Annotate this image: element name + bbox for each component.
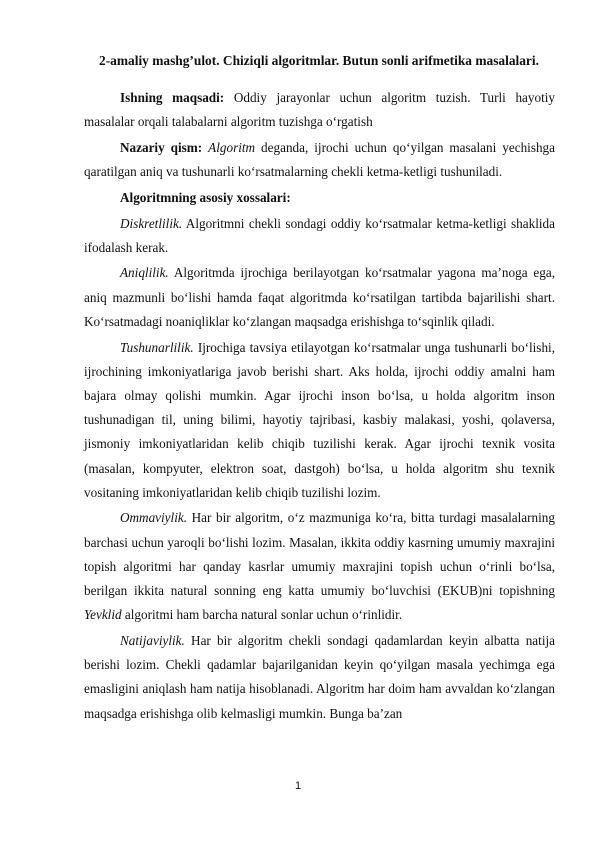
understandability-text: Ijrochiga tavsiya etilayotgan ko‘rsatmalar unga tushunarli bo‘lishi, ijrochining imkoniyatlariga javob berishi shart. Aks holda, ijrochi oddiy amalni ham bajara olmay qolishi mumkin. Agar ijrochi inson bo‘lsa, u holda algoritm inson tushunadigan til, uning bilimi, hayotiy tajribasi, kasbiy malakasi, yoshi, qolaversa, jismoniy imkoniyatlaridan kelib chiqib tuzilishi kerak. Agar ijrochi texnik vosita (masalan, kompyuter, elektron soat, dastgoh) bo‘lsa, u holda algoritm shu texnik vositaning imkoniyatlaridan kelib chiqib tuzilishi lozim. xyxy=(84,339,555,500)
understandability-term: Tushunarlilik. xyxy=(120,339,194,355)
massiveness-text-a: Har bir algoritm, o‘z mazmuniga ko‘ra, bitta turdagi masalalarning barchasi uchun yaroqli bo‘lishi lozim. Masalan, ikkita oddiy kasrning umumiy maxrajini topish algoritmi har qanday kasrlar umumiy maxrajini topish uchun o‘rinli bo‘lsa, berilgan ikkita natural sonning eng katta umumiy bo‘luvchisi (EKUB)ni topishning xyxy=(84,510,555,599)
discreteness-text: Algoritmni chekli sondagi oddiy ko‘rsatmalar ketma-ketligi shaklida ifodalash kerak. xyxy=(84,215,555,255)
document-body xyxy=(84,86,555,727)
paragraph-massiveness xyxy=(84,506,555,627)
objective-text: Oddiy jarayonlar uchun algoritm tuzish. Turli hayotiy masalalar orqali talabalarni algoritm tuzishga o‘rgatish xyxy=(84,90,555,130)
paragraph-objective xyxy=(84,86,555,134)
paragraph-theory xyxy=(84,136,555,184)
discreteness-term: Diskretlilik. xyxy=(120,215,183,231)
theory-label: Nazariy qism: xyxy=(120,139,203,155)
theory-term: Algoritm xyxy=(208,139,256,155)
paragraph-discreteness xyxy=(84,212,555,260)
paragraph-understandability xyxy=(84,336,555,505)
page-title: 2-amaliy mashg’ulot. Chiziqli algoritmlar. Butun sonli arifmetika masalalari. xyxy=(99,53,539,68)
paragraph-properties-heading xyxy=(84,186,555,210)
objective-label: Ishning maqsadi: xyxy=(120,90,225,105)
properties-heading: Algoritmning asosiy xossalari: xyxy=(120,189,291,205)
theory-text: deganda, ijrochi uchun qo‘yilgan masalani yechishga qaratilgan aniq va tushunarli ko‘rsatmalarning chekli ketma-ketligi tushuniladi. xyxy=(84,139,556,180)
euclid-term: Yevklid xyxy=(84,607,122,623)
massiveness-text-b: algoritmi ham barcha natural sonlar uchun o‘rinlidir. xyxy=(121,607,403,623)
definiteness-text: Algoritmda ijrochiga berilayotgan ko‘rsatmalar yagona ma’noga ega, aniq mazmunli bo‘lishi hamda faqat algoritmda ko‘rsatilgan tartibda bajarilishi shart. Ko‘rsatmadagi noaniqliklar ko‘zlangan maqsadga erishishga to‘sqinlik qiladi. xyxy=(84,265,555,329)
paragraph-effectiveness xyxy=(84,629,555,726)
massiveness-term: Ommaviylik. xyxy=(120,510,188,526)
page-number: 1 xyxy=(294,780,302,792)
definiteness-term: Aniqlilik. xyxy=(120,265,169,281)
effectiveness-term: Natijaviylik. xyxy=(120,632,185,648)
paragraph-definiteness xyxy=(84,261,555,334)
effectiveness-text: Har bir algoritm chekli sondagi qadamlardan keyin albatta natija berishi lozim. Chekli qadamlar bajarilganidan keyin qo‘yilgan masala yechimga ega emasligini aniqlash ham natija hisoblanadi. Algoritm har doim ham avvaldan ko‘zlangan maqsadga erishishga olib kelmasligi mumkin. Bunga ba’zan xyxy=(84,632,555,721)
